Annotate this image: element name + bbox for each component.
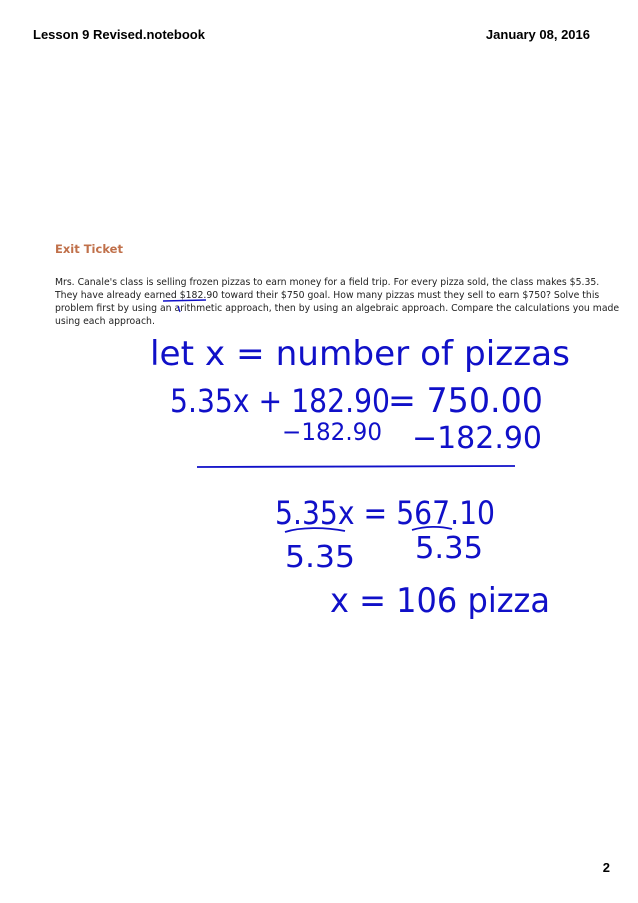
page-number: 2	[602, 860, 610, 875]
exit-ticket-title: Exit Ticket	[55, 242, 123, 256]
page-date: January 08, 2016	[485, 27, 590, 42]
problem-line: problem first by using an arithmetic approach, then by using an algebraic approach. Compare the calculations you made	[55, 303, 620, 314]
tick-mark	[178, 306, 180, 312]
ink-line-answer: x = 106 pizza	[330, 581, 550, 621]
ink-line-divisor-right: 5.35	[415, 531, 483, 566]
ink-line-define: let x = number of pizzas	[150, 334, 570, 374]
ink-line-simplified: 5.35x = 567.10	[275, 494, 495, 532]
problem-line: using each approach.	[55, 316, 155, 327]
problem-line: Mrs. Canale's class is selling frozen pizzas to earn money for a field trip. For every pizza sold, the class makes $5.35.	[55, 277, 600, 288]
ink-line-subtract-left: −182.90	[282, 418, 382, 446]
horizontal-rule	[197, 466, 515, 467]
ink-line-equation-right: = 750.00	[388, 381, 543, 421]
ink-line-divisor-left: 5.35	[285, 540, 355, 575]
notebook-file-name: Lesson 9 Revised.notebook	[33, 27, 205, 42]
ink-line-subtract-right: −182.90	[412, 421, 542, 456]
ink-line-equation-left: 5.35x + 182.90	[170, 382, 390, 420]
problem-line: They have already earned $182.90 toward their $750 goal. How many pizzas must they sell to earn $750? Solve this	[55, 290, 600, 301]
underline-mark	[163, 300, 206, 301]
